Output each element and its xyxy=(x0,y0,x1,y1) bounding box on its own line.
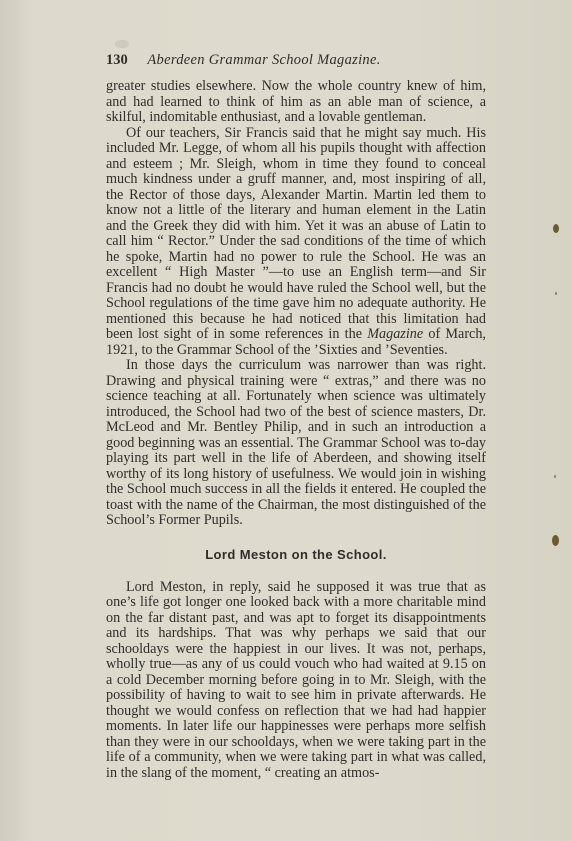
paragraph: Lord Meston, in reply, said he supposed it was true that as one’s life got longer one looked back with a more charitable mind on the far distant past, and was apt to forget its disappointments and its hardships. That was why perhaps we said that our schooldays were the happiest in our lives. It was not, perhaps, wholly true—as any of us could vouch who had waited at 9.15 on a cold December morning before going in to Mr. Sleigh, with the possibility of having to wait to see him in private afterwards. He thought we would confess on reflection that we had had happier moments. In later life our happinesses were perhaps more selfish than they were in our schooldays, when we were taking part in the life of a community, when we were taking part in what was called, in the slang of the moment, “ creating an atmos- xyxy=(106,578,486,781)
page-header xyxy=(106,52,486,69)
ink-blot xyxy=(553,224,559,233)
paragraph: In those days the curriculum was narrower than was right. Drawing and physical training were “ extras,” and there was no science teaching at all. Fortunately when science was ultimately introduced, the School had two of the best of science masters, Dr. McLeod and Mr. Bentley Philip, and in such an introduction a good beginning was an essential. The Grammar School was to-day playing its part well in the life of Aberdeen, and showing itself worthy of its long history of usefulness. We would join in wishing the School much success in all the fields it entered. He coupled the toast with the name of the Chairman, the most distinguished of the School’s Former Pupils. xyxy=(106,357,486,528)
paragraph-text-part: of March, 1921, to the Grammar School of the ’Sixties and ’Seventies. xyxy=(106,326,486,358)
paper-smudge xyxy=(115,40,129,48)
section-heading: Lord Meston on the School. xyxy=(205,546,387,562)
ink-speck xyxy=(554,475,556,478)
article-body xyxy=(106,79,486,781)
paragraph xyxy=(106,126,486,359)
page-number: 130 xyxy=(106,52,128,68)
paragraph-text-part: Of our teachers, Sir Francis said that he might say much. His included Mr. Legge, of whom all his pupils thought with affection and esteem ; Mr. Sleigh, whom in time they found to conceal much kindness under a gruff manner, and, most inspiring of all, the Rector of those days, Alexander Martin. Martin led them to know not a little of the literary and human element in the Latin and the Greek they did with him. Yet it was an abuse of Latin to call him “ Rector.” Under the sad conditions of the time of which he spoke, Martin had no power to rule the School. He was an excellent “ High Master ”—to use an English term—and Sir Francis had no doubt he would have ruled the School well, but the School regulations of the time gave him no adequate authority. He mentioned this because he had noticed that this limitation had been lost sight of in some references in the xyxy=(106,124,486,342)
magazine-italic: Magazine xyxy=(367,326,424,342)
ink-blot xyxy=(552,535,559,546)
paragraph: greater studies elsewhere. Now the whole country knew of him, and had learned to think of him as an able man of science, a skilful, indomitable enthusiast, and a lovable gentleman. xyxy=(106,78,486,125)
running-title: Aberdeen Grammar School Magazine. xyxy=(147,52,381,68)
ink-speck xyxy=(555,292,557,295)
